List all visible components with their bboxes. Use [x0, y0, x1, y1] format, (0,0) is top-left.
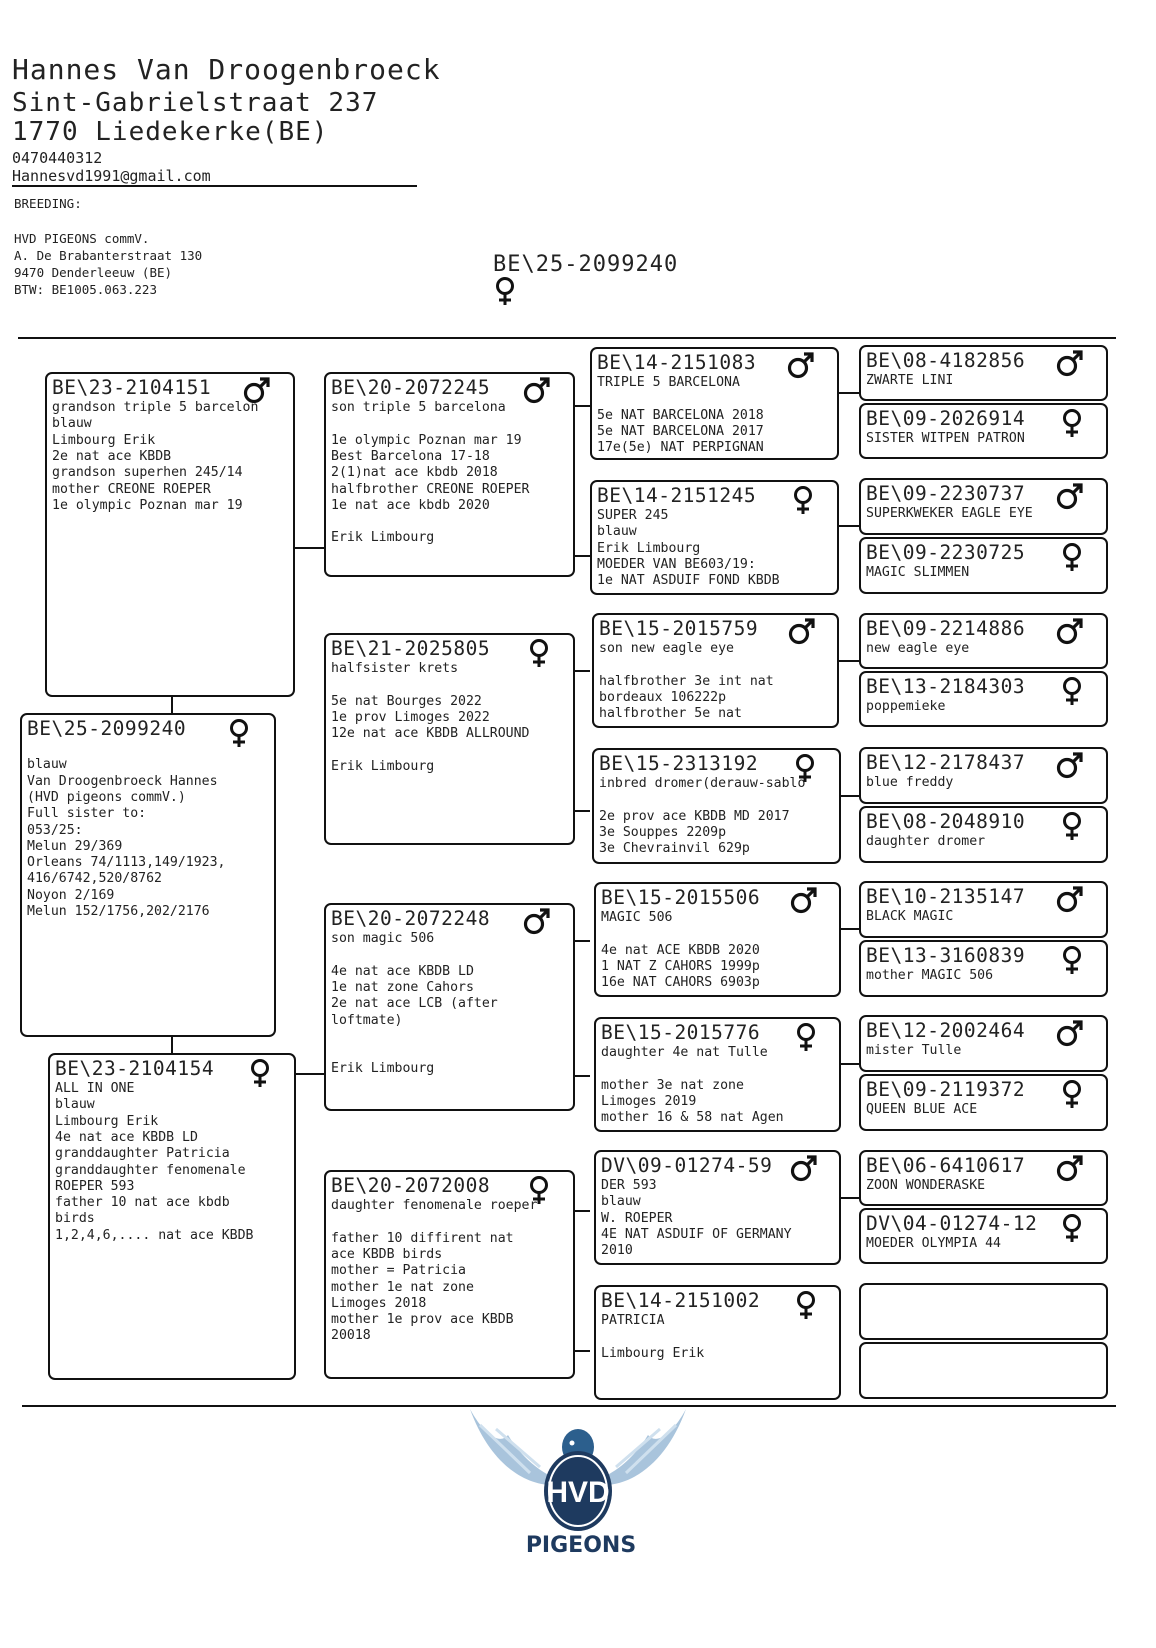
pigeon-box-g6[interactable] — [859, 671, 1108, 727]
ring-number: BE\09-2026914 — [866, 407, 1026, 430]
pigeon-info-line: grandson superhen 245/14 — [52, 465, 243, 481]
pigeon-info-line: Van Droogenbroeck Hannes — [27, 773, 218, 789]
pigeon-info-line: 4e nat ace KBDB LD — [55, 1129, 198, 1145]
pigeon-info-line: halfbrother 5e nat — [599, 706, 742, 722]
pigeon-info-line: 5e nat Bourges 2022 — [331, 693, 482, 709]
connector — [171, 1037, 173, 1053]
pigeon-info-line: daughter fenomenale roeper — [331, 1198, 538, 1213]
pigeon-box-ggp4[interactable] — [592, 748, 841, 864]
connector — [839, 1063, 859, 1065]
owner-phone: 0470440312 — [12, 149, 103, 167]
connector — [839, 525, 859, 527]
pigeon-info-line: ZWARTE LINI — [866, 373, 954, 388]
pigeon-info-line: halfbrother CREONE ROEPER — [331, 481, 530, 497]
pigeon-info-line: Limbourg Erik — [55, 1113, 159, 1129]
breeder-line-2: A. De Brabanterstraat 130 — [14, 248, 203, 263]
pigeon-info-line: 4e nat ACE KBDB 2020 — [601, 942, 760, 958]
pigeon-info-line: 1e nat zone Cahors — [331, 979, 474, 995]
pigeon-info-line: mother 16 & 58 nat Agen — [601, 1110, 784, 1126]
pigeon-info-line: 5e NAT BARCELONA 2018 — [597, 407, 764, 423]
pigeon-info-line: inbred dromer(derauw-sablo — [599, 776, 806, 791]
pigeon-info-line: ALL IN ONE — [55, 1081, 135, 1096]
pigeon-box-gp3[interactable] — [324, 903, 575, 1111]
pigeon-info-line: 4E NAT ASDUIF OF GERMANY — [601, 1226, 792, 1242]
breeding-label: BREEDING: — [14, 196, 82, 211]
ring-number: BE\15-2015506 — [601, 886, 761, 909]
main-ring-number: BE\25-2099240 — [493, 252, 679, 277]
pigeon-info-line: DER 593 — [601, 1178, 657, 1193]
male-icon — [1055, 1155, 1085, 1187]
pigeon-info-line: Erik Limbourg — [331, 1061, 435, 1077]
connector — [295, 547, 324, 549]
female-icon — [1060, 542, 1084, 576]
pigeon-box-ggp7[interactable] — [594, 1150, 841, 1265]
pigeon-box-g4[interactable] — [859, 537, 1108, 594]
ring-number: BE\20-2072245 — [331, 376, 491, 399]
pigeon-info-line: ZOON WONDERASKE — [866, 1178, 986, 1193]
pigeon-info-line: Limoges 2019 — [601, 1093, 697, 1109]
male-icon — [789, 1155, 819, 1187]
pigeon-info-line: Noyon 2/169 — [27, 887, 115, 903]
pigeon-info-line: father 10 nat ace kbdb — [55, 1195, 230, 1211]
male-icon — [1055, 618, 1085, 650]
ring-number: BE\13-2184303 — [866, 675, 1026, 698]
pigeon-box-g8[interactable] — [859, 806, 1108, 863]
ring-number: BE\15-2015759 — [599, 617, 759, 640]
pigeon-box-ggp6[interactable] — [594, 1017, 841, 1132]
female-icon — [794, 1290, 818, 1324]
pigeon-info-line: MOEDER OLYMPIA 44 — [866, 1236, 1001, 1251]
pigeon-info-line: granddaughter Patricia — [55, 1146, 230, 1162]
pigeon-info-line: 1 NAT Z CAHORS 1999p — [601, 958, 760, 974]
pigeon-box-ggp8[interactable] — [594, 1285, 841, 1400]
female-icon — [1060, 676, 1084, 710]
pigeon-box-ggp3[interactable] — [592, 613, 839, 728]
pigeon-box-g10[interactable] — [859, 940, 1108, 997]
pigeon-info-line: 4e nat ace KBDB LD — [331, 963, 474, 979]
female-icon — [227, 718, 251, 752]
pigeon-info-line: blauw — [52, 416, 92, 432]
connector — [839, 795, 859, 797]
pigeon-info-line: MAGIC 506 — [601, 910, 673, 925]
ring-number: BE\09-2119372 — [866, 1078, 1026, 1101]
main-female-icon — [493, 276, 517, 310]
ring-number: BE\14-2151245 — [597, 484, 757, 507]
connector — [575, 1210, 590, 1212]
ring-number: BE\08-4182856 — [866, 349, 1026, 372]
pigeon-info-line: 2(1)nat ace kbdb 2018 — [331, 465, 498, 481]
pigeon-info-line: Melun 152/1756,202/2176 — [27, 904, 210, 919]
pigeon-info-line: halfsister krets — [331, 661, 459, 676]
ring-number: BE\09-2230725 — [866, 541, 1026, 564]
ring-number: BE\25-2099240 — [27, 717, 187, 740]
connector — [575, 810, 590, 812]
pigeon-box-g12[interactable] — [859, 1074, 1108, 1131]
pigeon-box-father[interactable] — [45, 372, 295, 697]
female-icon — [1060, 811, 1084, 845]
pigeon-info-line: 12e nat ace KBDB ALLROUND — [331, 726, 530, 742]
ring-number: BE\14-2151002 — [601, 1289, 761, 1312]
pigeon-box-g7[interactable] — [859, 747, 1108, 804]
male-icon — [1055, 886, 1085, 918]
pigeon-info-line: blauw — [597, 524, 637, 540]
owner-email: Hannesvd1991@gmail.com — [12, 167, 211, 185]
logo-word: PIGEONS — [525, 1533, 637, 1558]
pigeon-info-line: halfbrother 3e int nat — [599, 673, 774, 689]
pigeon-info-line: BLACK MAGIC — [866, 909, 954, 924]
pigeon-info-line: SUPER 245 — [597, 508, 669, 523]
pigeon-info-line: TRIPLE 5 BARCELONA — [597, 375, 740, 390]
ring-number: BE\09-2230737 — [866, 482, 1026, 505]
pigeon-info-line: blauw — [601, 1194, 641, 1210]
ring-number: DV\04-01274-12 — [866, 1212, 1038, 1235]
pigeon-box-mother[interactable] — [48, 1053, 296, 1380]
pigeon-box-g2[interactable] — [859, 403, 1108, 459]
pigeon-info-line: father 10 diffirent nat — [331, 1230, 514, 1246]
male-icon — [1055, 752, 1085, 784]
pigeon-info-line: 3e Souppes 2209p — [599, 824, 727, 840]
pigeon-info-line: ROEPER 593 — [55, 1178, 135, 1194]
pigeon-info-line: mister Tulle — [866, 1043, 962, 1058]
header-underline — [12, 185, 417, 187]
connector — [575, 1075, 590, 1077]
ring-number: BE\20-2072008 — [331, 1174, 491, 1197]
male-icon — [1055, 1020, 1085, 1052]
pigeon-info-line: mother 1e nat zone — [331, 1279, 474, 1295]
female-icon — [1060, 408, 1084, 442]
pigeon-box-ggp1[interactable] — [590, 347, 839, 460]
pigeon-info-line: 3e Chevrainvil 629p — [599, 841, 750, 857]
pigeon-box-g5[interactable] — [859, 613, 1108, 669]
pigeon-info-line: W. ROEPER — [601, 1210, 673, 1226]
pigeon-box-g9[interactable] — [859, 881, 1108, 938]
pigeon-info-line: daughter 4e nat Tulle — [601, 1045, 768, 1060]
pigeon-box-gp2[interactable] — [324, 633, 575, 845]
connector — [575, 670, 590, 672]
connector — [839, 660, 859, 662]
ring-number: BE\10-2135147 — [866, 885, 1026, 908]
pigeon-info-line: blue freddy — [866, 775, 954, 790]
pigeon-info-line: 20018 — [331, 1328, 371, 1344]
owner-street: Sint-Gabrielstraat 237 — [12, 88, 379, 118]
ring-number: BE\23-2104154 — [55, 1057, 215, 1080]
pigeon-box-subject[interactable] — [20, 713, 276, 1037]
connector — [575, 1350, 590, 1352]
pigeon-info-line: SISTER WITPEN PATRON — [866, 431, 1025, 446]
pigeon-box-ggp2[interactable] — [590, 480, 839, 595]
pigeon-box-g16[interactable] — [859, 1342, 1108, 1399]
pigeon-box-g13[interactable] — [859, 1150, 1108, 1206]
ring-number: BE\08-2048910 — [866, 810, 1026, 833]
breeder-line-1: HVD PIGEONS commV. — [14, 231, 150, 246]
pigeon-info-line: blauw — [55, 1097, 95, 1113]
pigeon-box-gp1[interactable] — [324, 372, 575, 577]
connector — [575, 940, 590, 942]
male-icon — [786, 352, 816, 384]
pigeon-info-line: Orleans 74/1113,149/1923, — [27, 855, 226, 871]
pigeon-info-line: MAGIC SLIMMEN — [866, 565, 970, 580]
pigeon-info-line: loftmate) — [331, 1012, 403, 1028]
pigeon-info-line: 16e NAT CAHORS 6903p — [601, 975, 760, 991]
female-icon — [1060, 945, 1084, 979]
female-icon — [1060, 1213, 1084, 1247]
connector — [575, 405, 590, 407]
ring-number: DV\09-01274-59 — [601, 1154, 773, 1177]
pigeon-info-line: son new eagle eye — [599, 641, 734, 656]
connector — [839, 392, 859, 394]
male-icon — [787, 618, 817, 650]
pigeon-info-line: blauw — [27, 757, 67, 773]
ring-number: BE\23-2104151 — [52, 376, 212, 399]
pigeon-info-line: 5e NAT BARCELONA 2017 — [597, 423, 764, 439]
female-icon — [248, 1058, 272, 1092]
pigeon-info-line: son magic 506 — [331, 931, 435, 946]
male-icon — [522, 908, 552, 940]
pigeon-info-line: 1e olympic Poznan mar 19 — [331, 432, 522, 448]
pigeon-info-line: birds — [55, 1211, 95, 1227]
male-icon — [522, 377, 552, 409]
pigeon-info-line: daughter dromer — [866, 834, 986, 849]
ring-number: BE\20-2072248 — [331, 907, 491, 930]
connector — [171, 697, 173, 713]
female-icon — [791, 485, 815, 519]
pigeon-box-g15[interactable] — [859, 1283, 1108, 1340]
pigeon-box-g11[interactable] — [859, 1015, 1108, 1072]
pigeon-info-line: 1e olympic Poznan mar 19 — [52, 497, 243, 513]
breeder-line-4: BTW: BE1005.063.223 — [14, 282, 157, 297]
pigeon-info-line: Full sister to: — [27, 806, 147, 822]
pigeon-info-line: SUPERKWEKER EAGLE EYE — [866, 506, 1033, 521]
ring-number: BE\13-3160839 — [866, 944, 1026, 967]
pigeon-info-line: poppemieke — [866, 699, 946, 714]
female-icon — [527, 638, 551, 672]
ring-number: BE\12-2002464 — [866, 1019, 1026, 1042]
pigeon-info-line: 053/25: — [27, 822, 83, 838]
pigeon-box-g14[interactable] — [859, 1208, 1108, 1264]
pigeon-info-line: (HVD pigeons commV.) — [27, 789, 186, 805]
owner-city: 1770 Liedekerke(BE) — [12, 117, 329, 147]
ring-number: BE\06-6410617 — [866, 1154, 1026, 1177]
pigeon-info-line: 17e(5e) NAT PERPIGNAN — [597, 440, 764, 456]
top-rule — [18, 337, 1116, 339]
pigeon-info-line: ace KBDB birds — [331, 1246, 443, 1262]
pigeon-info-line: Limoges 2018 — [331, 1295, 427, 1311]
pigeon-info-line: Erik Limbourg — [331, 758, 435, 774]
pigeon-info-line: 2e nat ace KBDB — [52, 448, 172, 464]
ring-number: BE\09-2214886 — [866, 617, 1026, 640]
pigeon-info-line: Best Barcelona 17-18 — [331, 448, 490, 464]
pigeon-info-line: mother 1e prov ace KBDB — [331, 1312, 514, 1328]
pigeon-info-line: grandson triple 5 barcelon — [52, 400, 259, 415]
pigeon-info-line: 1,2,4,6,.... nat ace KBDB — [55, 1227, 254, 1243]
female-icon — [794, 1022, 818, 1056]
pigeon-info-line: mother = Patricia — [331, 1263, 466, 1279]
pigeon-info-line: Erik Limbourg — [331, 530, 435, 546]
pigeon-info-line: 416/6742,520/8762 — [27, 871, 162, 887]
owner-name: Hannes Van Droogenbroeck — [12, 53, 441, 86]
pigeon-box-gp4[interactable] — [324, 1170, 575, 1379]
male-icon — [1055, 350, 1085, 382]
pigeon-info-line: 1e NAT ASDUIF FOND KBDB — [597, 573, 780, 589]
pigeon-info-line: MOEDER VAN BE603/19: — [597, 556, 756, 572]
pigeon-info-line: 1e nat ace kbdb 2020 — [331, 497, 490, 513]
ring-number: BE\21-2025805 — [331, 637, 491, 660]
connector — [839, 928, 859, 930]
hvd-logo — [460, 1405, 696, 1537]
connector — [295, 1073, 324, 1075]
pigeon-info-line: Erik Limbourg — [597, 540, 701, 556]
ring-number: BE\14-2151083 — [597, 351, 757, 374]
ring-number: BE\15-2313192 — [599, 752, 759, 775]
pigeon-info-line: granddaughter fenomenale — [55, 1162, 246, 1178]
pigeon-info-line: 2e prov ace KBDB MD 2017 — [599, 808, 790, 824]
female-icon — [1060, 1079, 1084, 1113]
pigeon-info-line: Limbourg Erik — [52, 432, 156, 448]
pigeon-info-line: PATRICIA — [601, 1313, 665, 1328]
pigeon-info-line: 1e prov Limoges 2022 — [331, 709, 490, 725]
logo-text: HVD — [546, 1476, 610, 1509]
pigeon-info-line: 2010 — [601, 1243, 633, 1259]
pigeon-info-line: Melun 29/369 — [27, 838, 123, 854]
male-icon — [1055, 483, 1085, 515]
pigeon-info-line: Limbourg Erik — [601, 1345, 705, 1361]
ring-number: BE\15-2015776 — [601, 1021, 761, 1044]
pigeon-info-line: new eagle eye — [866, 641, 970, 656]
breeder-line-3: 9470 Denderleeuw (BE) — [14, 265, 173, 280]
pigeon-info-line: bordeaux 106222p — [599, 689, 727, 705]
pigeon-info-line: son triple 5 barcelona — [331, 400, 506, 415]
ring-number: BE\12-2178437 — [866, 751, 1026, 774]
pigeon-box-g1[interactable] — [859, 345, 1108, 401]
pigeon-box-ggp5[interactable] — [594, 882, 841, 997]
pigeon-info-line: mother MAGIC 506 — [866, 968, 994, 983]
pigeon-info-line: QUEEN BLUE ACE — [866, 1102, 978, 1117]
connector — [575, 555, 590, 557]
pigeon-info-line: 2e nat ace LCB (after — [331, 996, 498, 1012]
pigeon-box-g3[interactable] — [859, 478, 1108, 535]
male-icon — [789, 887, 819, 919]
pigeon-info-line: mother CREONE ROEPER — [52, 481, 211, 497]
pigeon-info-line: mother 3e nat zone — [601, 1077, 744, 1093]
connector — [839, 1197, 859, 1199]
